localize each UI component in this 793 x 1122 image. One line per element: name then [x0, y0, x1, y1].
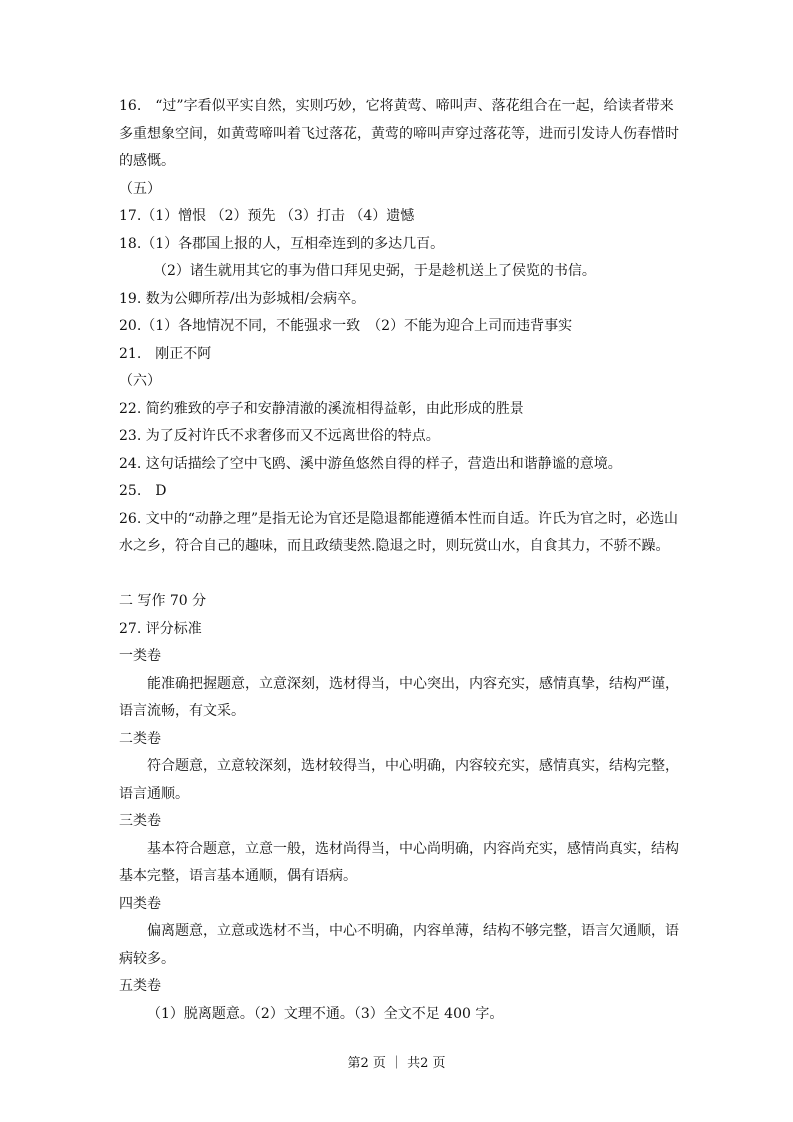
answer-19: 19. 数为公卿所荐/出为彭城相/会病卒。: [119, 290, 366, 307]
grade-3-text: 基本符合题意，立意一般，选材尚得当，中心尚明确，内容尚充实，感情尚真实，结构基本完整，语言基本通顺，偶有语病。: [119, 840, 679, 884]
answer-content: [119, 93, 679, 1028]
answer-20: 20.（1）各地情况不同，不能强求一致 （2）不能为迎合上司而违背事实: [119, 318, 573, 334]
answer-25: 25. D: [119, 483, 167, 499]
section-5-heading: （五）: [119, 180, 161, 197]
answer-26: 26. 文中的“动静之理”是指无论为官还是隐退都能遵循本性而自适。许氏为官之时，必选山水之乡，符合自己的趣味，而且政绩斐然.隐退之时，则玩赏山水，自食其力，不骄不躁。: [119, 510, 679, 554]
page-footer: 第2 页 ｜ 共2 页: [347, 1056, 446, 1071]
grade-2-text: 符合题意，立意较深刻，选材较得当，中心明确，内容较充实，感情真实，结构完整，语言通顺。: [119, 758, 679, 802]
grade-3-label: 三类卷: [119, 813, 161, 829]
answer-17: 17.（1）憎恨 （2）预先 （3）打击 （4）遗憾: [119, 208, 415, 224]
grade-1-label: 一类卷: [119, 648, 161, 664]
section-6-heading: （六）: [119, 373, 161, 389]
answer-23: 23. 为了反衬许氏不求奢侈而又不远离世俗的特点。: [119, 428, 440, 444]
scoring-criteria-title: 27. 评分标准: [119, 620, 202, 637]
section-gap: [119, 561, 679, 589]
grade-4-text: 偏离题意，立意或选材不当，中心不明确，内容单薄，结构不够完整，语言欠通顺，语病较多。: [119, 923, 679, 967]
grade-2-label: 二类卷: [119, 730, 161, 747]
grade-4-label: 四类卷: [119, 895, 161, 912]
grade-1-text: 能准确把握题意，立意深刻，选材得当，中心突出，内容充实，感情真挚，结构严谨，语言流畅，有文采。: [119, 675, 679, 719]
answer-18-1: 18.（1）各郡国上报的人，互相牵连到的多达几百。: [119, 235, 445, 252]
answer-18-2: （2）诸生就用其它的事为借口拜见史弼，于是趁机送上了侯览的书信。: [153, 263, 596, 279]
grade-5-text: （1）脱离题意。（2）文理不通。（3）全文不足 400 字。: [147, 1005, 504, 1022]
answer-16: 16. “过”字看似平实自然，实则巧妙，它将黄莺、啼叫声、落花组合在一起，给读者带来多重想象空间，如黄莺啼叫着飞过落花，黄莺的啼叫声穿过落花等，进而引发诗人伤春惜时的感慨。: [119, 98, 679, 169]
writing-heading: 二 写作 70 分: [119, 593, 207, 609]
answer-24: 24. 这句话描绘了空中飞鸥、溪中游鱼悠然自得的样子，营造出和谐静谧的意境。: [119, 455, 622, 472]
answer-22: 22. 简约雅致的亭子和安静清澈的溪流相得益彰，由此形成的胜景: [119, 400, 524, 417]
grade-5-label: 五类卷: [119, 978, 161, 994]
answer-21: 21. 刚正不阿: [119, 345, 212, 362]
